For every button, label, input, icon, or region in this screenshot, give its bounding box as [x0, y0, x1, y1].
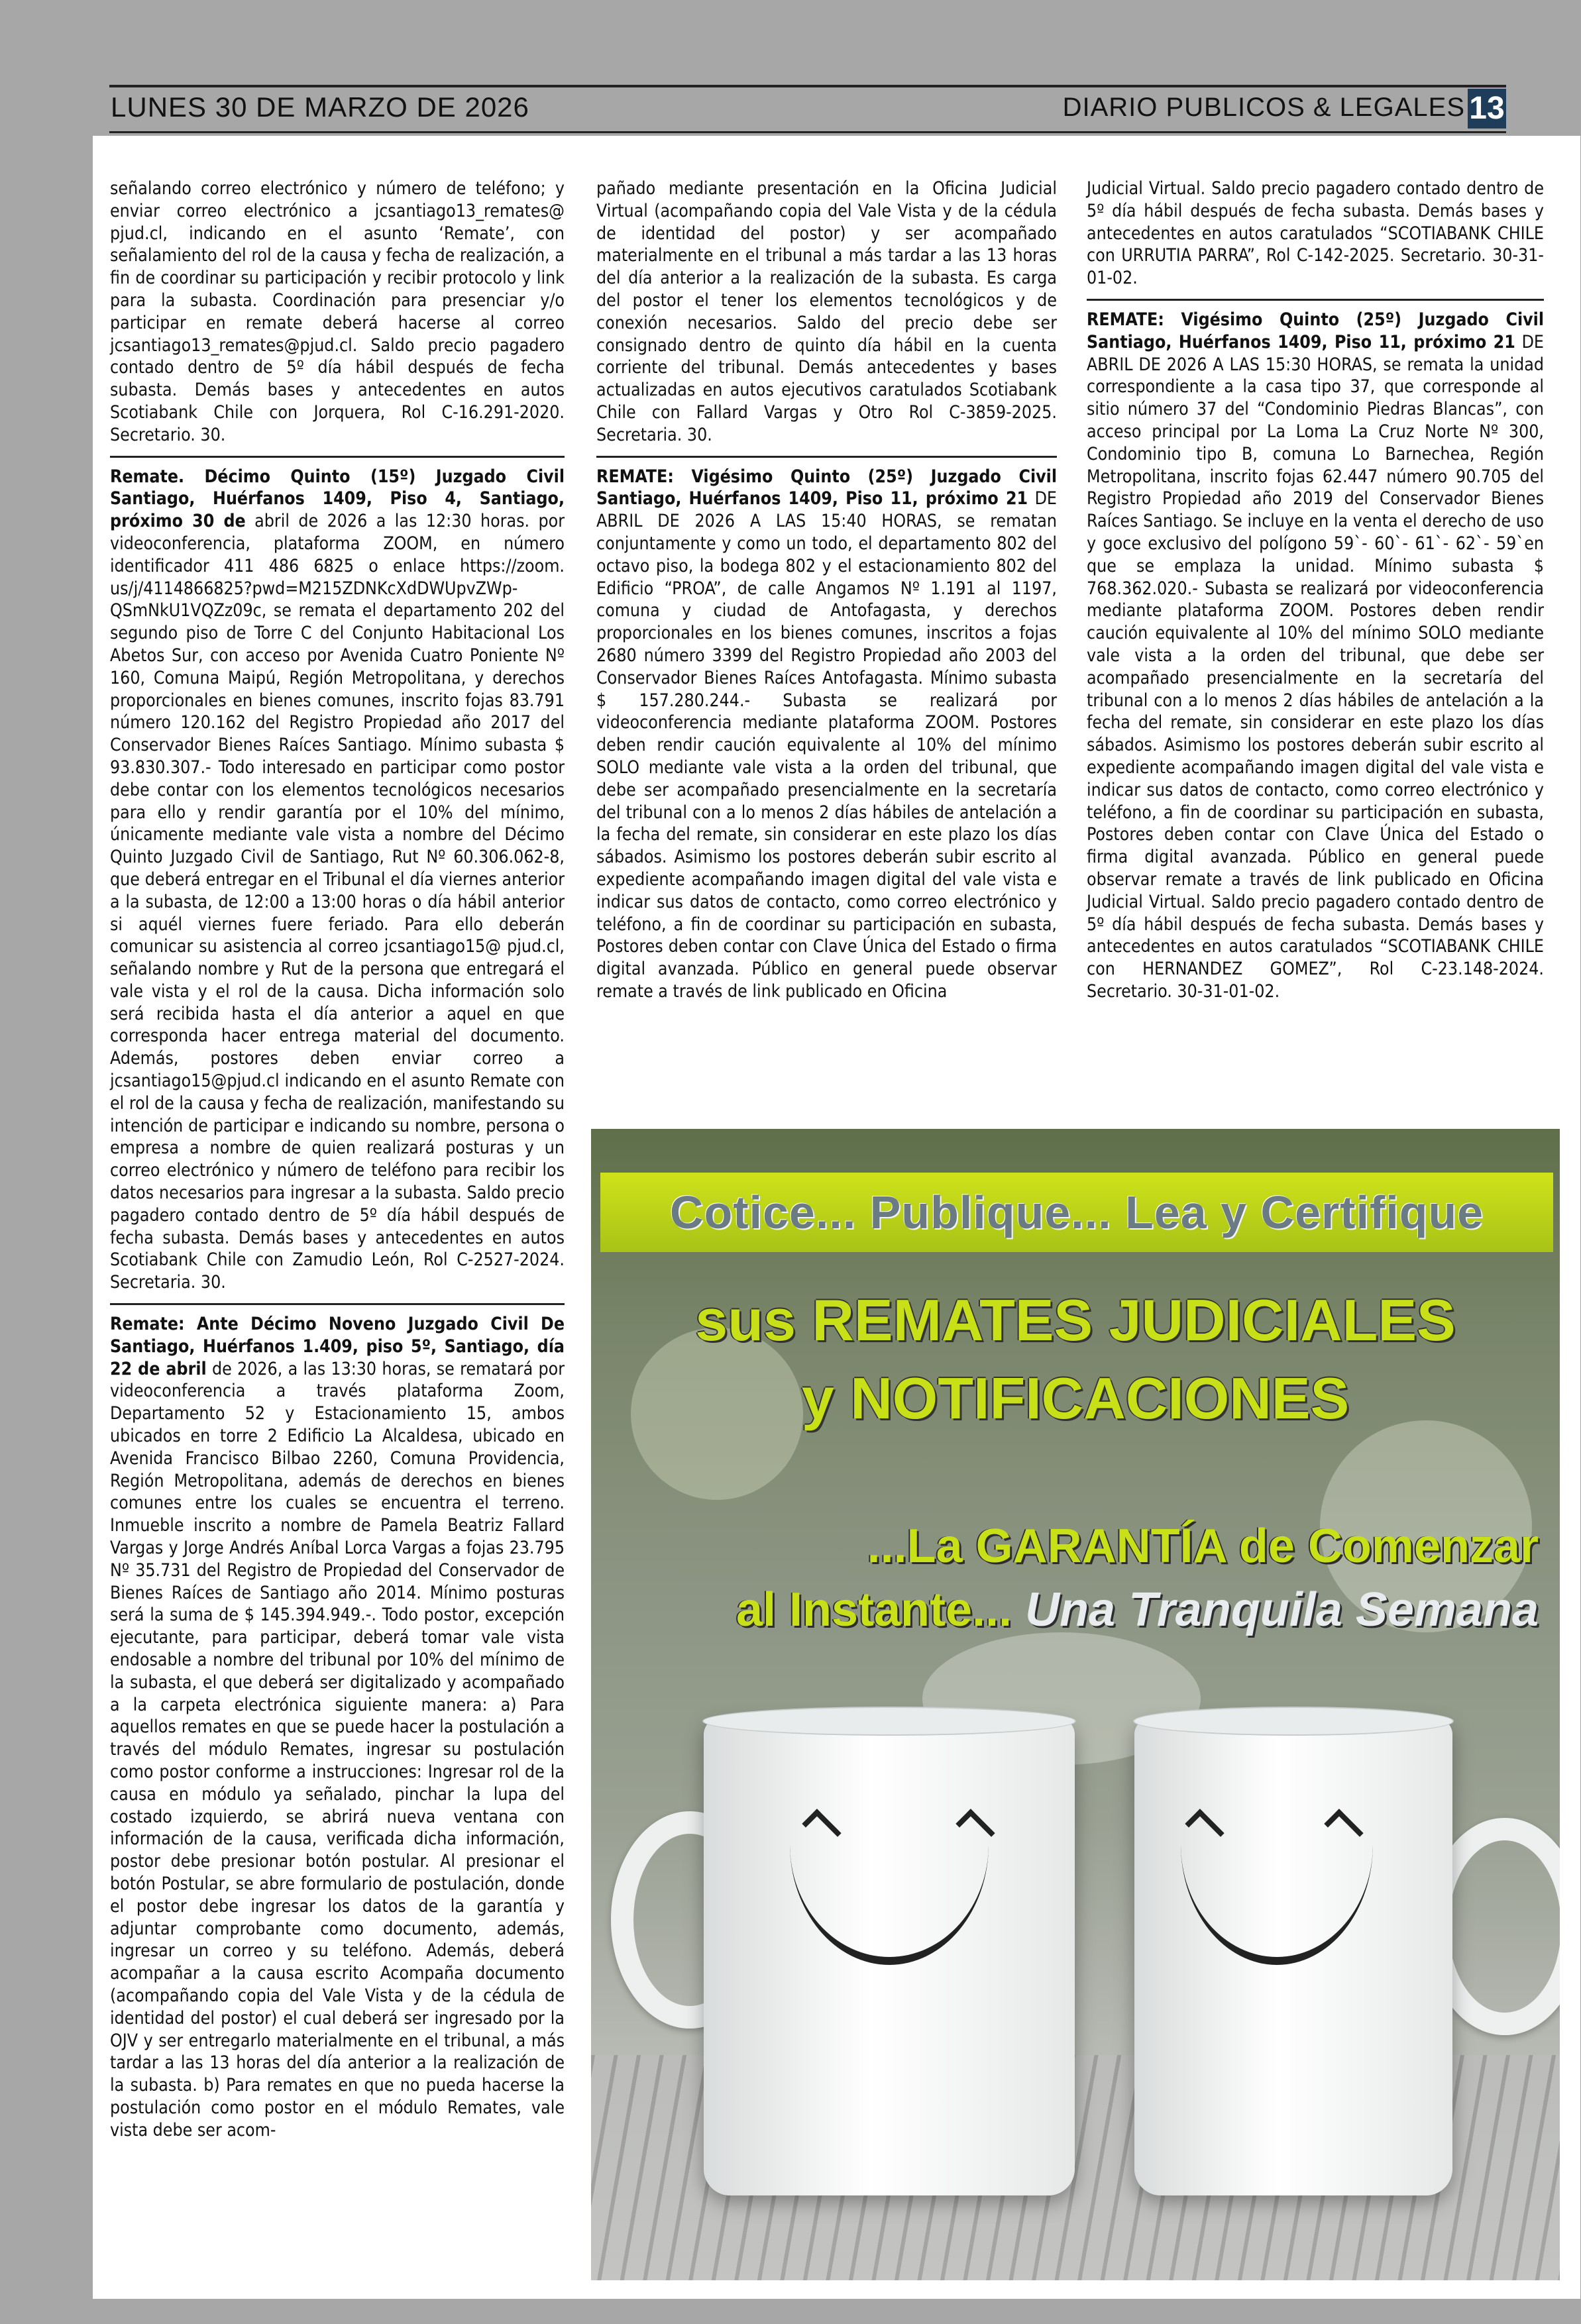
- mug-left: [704, 1718, 1075, 2195]
- notice-divider: [110, 1303, 565, 1305]
- notice-divider: [110, 456, 565, 458]
- smiley-mouth-icon: [790, 1844, 989, 1965]
- notice-continuation: pañado mediante presentación en la Oficina Judicial Virtual (acompañando copia del Vale Vista y de la cédula de identidad del postor) y ser acompañado materialmente en el tribunal a más tardar a las 13 horas del día anterior a la realización de la subasta. Es carga del postor el tener los elementos tecnológicos y de conexión necesarios. Saldo del precio debe ser consignado dentro de quinto día hábil en la cuenta corriente del tribunal. Demás antecedentes y bases actualizadas en autos ejecutivos caratulados Scotiabank Chile con Fallard Vargas y Otro Rol C-3859-2025. Secretaria. 30.: [596, 178, 1057, 445]
- smiley-eye-icon: [802, 1809, 841, 1848]
- notice-continuation: Judicial Virtual. Saldo precio pagadero contado dentro de 5º día hábil después de fecha subasta. Demás bases y antecedentes en autos caratulados “SCOTIABANK CHILE con URRUTIA PARRA”, Rol C-142-2025. Secretario. 30-31-01-02.: [1087, 178, 1544, 289]
- notice-divider: [596, 456, 1057, 458]
- smiley-mouth-icon: [1181, 1844, 1373, 1965]
- column-3: [1087, 178, 1544, 1003]
- column-1: [110, 178, 565, 2142]
- smiley-eye-icon: [1324, 1809, 1363, 1848]
- notice-divider: [1087, 299, 1544, 301]
- column-2: [596, 178, 1057, 1003]
- mug-rim: [702, 1707, 1076, 1736]
- ad-slogan-italic: Una Tranquila Semana: [1025, 1583, 1539, 1636]
- notice-remate-25-juzgado-proa: [596, 466, 1057, 1003]
- page-header: [109, 85, 1506, 133]
- header-paper-name: DIARIO PUBLICOS & LEGALES: [1062, 93, 1465, 122]
- notice-heading: REMATE: Vigésimo Quinto (25º) Juzgado Civil Santiago, Huérfanos 1409, Piso 11, próximo 21: [596, 466, 1057, 509]
- notice-continuation: señalando correo electrónico y número de teléfono; y enviar correo electrónico a jcsantiago13_remates@ pjud.cl, indicando en el asunto ‘Remate’, con señalamiento del rol de la causa y fecha de realización, a fin de coordinar su participación y recibir protocolo y link para la subasta. Coordinación para presenciar y/o participar en remate deberá hacerse al correo jcsantiago13_remates@pjud.cl. Saldo precio pagadero contado dentro de 5º día hábil después de fecha subasta. Demás bases y antecedentes en autos Scotiabank Chile con Jorquera, Rol C-16.291-2020. Secretario. 30.: [110, 178, 565, 445]
- notice-heading: REMATE: Vigésimo Quinto (25º) Juzgado Civil Santiago, Huérfanos 1409, Piso 11, próximo 21: [1087, 309, 1544, 352]
- mug-rim: [1133, 1707, 1454, 1736]
- advertisement-box: [591, 1129, 1560, 2280]
- smiley-eye-icon: [1185, 1809, 1224, 1848]
- ad-slogan-line: ...La GARANTÍA de Comenzar: [867, 1520, 1539, 1573]
- ad-headline-line: y NOTIFICACIONES: [801, 1365, 1350, 1431]
- header-date: LUNES 30 DE MARZO DE 2026: [111, 91, 529, 123]
- notice-heading: Remate: Ante Décimo Noveno Juzgado Civil De Santiago, Huérfanos 1.409, piso 5º, Santiago, día 22 de abril: [110, 1314, 565, 1379]
- notice-body: de 2026, a las 13:30 horas, se rematará por videoconferencia a través plataforma Zoom, Departamento 52 y Estacionamiento 15, ambos ubicados en torre 2 Edificio La Alcaldesa, ubicado en Avenida Francisco Bilbao 2260, Comuna Providencia, Región Metropolitana, además de derechos en bienes comunes entre los cuales se encuentra el terreno. Inmueble inscrito a nombre de Pamela Beatriz Fallard Vargas y Jorge Andrés Aníbal Lorca Vargas a fojas 23.795 Nº 35.731 del Registro de Propiedad del Conservador de Bienes Raíces de Santiago año 2014. Mínimo posturas será la suma de $ 145.394.949.-. Todo postor, excepción ejecutante, para participar, deberá tomar vale vista endosable a nombre del tribunal por 10% del mínimo de la subasta, el que deberá ser digitalizado y acompañado a la carpeta electrónica siguiente manera: a) Para aquellos remates en que se puede hacer la postulación a través del módulo Remates, ingresar su postulación como postor conforme a instrucciones: Ingresar rol de la causa en módulo ya señalado, pinchar la lupa del costado izquierdo, se abrirá nueva ventana con información de la causa, verificada dicha información, postor debe presionar botón postular. Al presionar el botón Postular, se abre formulario de postulación, donde el postor debe ingresar los datos de la garantía y adjuntar comprobante como documento, además, ingresar un correo y su teléfono. Además, deberá acompañar a la causa escrito Acompaña documento (acompañando copia del Vale Vista y de la cédula de identidad del postor) el cual deberá ser ingresado por la OJV y ser entregarlo materialmente en el tribunal, a más tardar a las 13 horas del día anterior a la realización de la subasta. b) Para remates en que no pueda hacerse la postulación como postor en el módulo Remates, vale vista debe ser acom-: [110, 1358, 565, 2140]
- notice-body: DE ABRIL DE 2026 A LAS 15:40 HORAS, se rematan conjuntamente y como un todo, el departamento 802 del octavo piso, la bodega 802 y el estacionamiento 802 del Edificio “PROA”, de calle Angamos Nº 1.191 al 1197, comuna y ciudad de Antofagasta, y derechos proporcionales en los bienes comunes, inscritos a fojas 2680 número 3399 del Registro Propiedad año 2003 del Conservador Bienes Raíces Antofagasta. Mínimo subasta $ 157.280.244.- Subasta se realizará por videoconferencia mediante plataforma ZOOM. Postores deben rendir caución equivalente al 10% del mínimo SOLO mediante vale vista a la orden del tribunal, que debe ser acompañado presencialmente en la secretaría del tribunal con a lo menos 2 días hábiles de antelación a la fecha del remate, sin considerar en este plazo los días sábados. Asimismo los postores deberán subir escrito al expediente acompañando imagen digital del vale vista e indicar sus datos de contacto, como correo electrónico y teléfono, a fin de coordinar su participación en subasta, Postores deben contar con Clave Única del Estado o firma digital avanzada. Público en general puede observar remate a través de link publicado en Oficina: [596, 488, 1057, 1002]
- ad-tagline: Cotice... Publique... Lea y Certifique: [669, 1187, 1484, 1238]
- notice-remate-19-juzgado: [110, 1313, 565, 2141]
- notice-heading: Remate. Décimo Quinto (15º) Juzgado Civil Santiago, Huérfanos 1409, Piso 4, Santiago, próximo 30 de: [110, 466, 565, 532]
- notice-body: abril de 2026 a las 12:30 horas. por videoconferencia, plataforma ZOOM, en número identificador 411 486 6825 o enlace https://zoom. us/j/4114866825?pwd=M215ZDNKcXdDWUpvZWp-QSmNkU1VQZz09c, se remata el departamento 202 del segundo piso de Torre C del Conjunto Habitacional Los Abetos Sur, con acceso por Avenida Cuatro Poniente Nº 160, Comuna Maipú, Región Metropolitana, y derechos proporcionales en bienes comunes, inscrito fojas 83.791 número 120.162 del Registro Propiedad año 2017 del Conservador Bienes Raíces Santiago. Mínimo subasta $ 93.830.307.- Todo interesado en participar como postor debe contar con los elementos tecnológicos necesarios para ello y rendir garantía por el 10% del mínimo, únicamente mediante vale vista a nombre del Décimo Quinto Juzgado Civil de Santiago, Rut Nº 60.306.062-8, que deberá entregar en el Tribunal el día viernes anterior a la subasta, de 12:00 a 13:00 horas o día hábil anterior si aquél viernes fuere feriado. Para ello deberán comunicar su asistencia al correo jcsantiago15@ pjud.cl, señalando nombre y Rut de la persona que entregará el vale vista y el rol de la causa. Dicha información solo será recibida hasta el día anterior a aquel en que corresponda hacer entrega material del documento. Además, postores deben enviar correo a jcsantiago15@pjud.cl indicando en el asunto Remate con el rol de la causa y fecha de realización, manifestando su intención de participar e indicando su nombre, persona o empresa a nombre de quien realizará posturas y un correo electrónico y número de teléfono para recibir los datos necesarios para ingresar a la subasta. Saldo precio pagadero contado dentro de 5º día hábil después de fecha subasta. Demás bases y antecedentes en autos Scotiabank Chile con Zamudio León, Rol C-2527-2024. Secretaria. 30.: [110, 511, 565, 1293]
- ad-headline-line: sus REMATES JUDICIALES: [695, 1287, 1456, 1353]
- ad-slogan-normal: al Instante...: [736, 1583, 1012, 1636]
- smiley-eye-icon: [955, 1809, 995, 1848]
- mug-right: [1134, 1718, 1452, 2195]
- ad-slogan-line: [591, 1578, 1539, 1642]
- ad-headline: [591, 1281, 1560, 1438]
- page-number-badge: 13: [1468, 89, 1506, 129]
- notice-remate-25-juzgado-piedras-blancas: [1087, 309, 1544, 1003]
- notice-body: DE ABRIL DE 2026 A LAS 15:30 HORAS, se remata la unidad correspondiente a la casa tipo 37, que corresponde al sitio número 37 del “Condominio Piedras Blancas”, con acceso principal por La Loma La Cruz Norte Nº 300, Condominio tipo B, comuna Lo Barnechea, Región Metropolitana, inscrito fojas 62.447 número 90.705 del Registro Propiedad año 2019 del Conservador Bienes Raíces Santiago. Se incluye en la venta el derecho de uso y goce exclusivo del polígono 59`- 60`- 61`- 62`- 59`en que se emplaza la unidad. Mínimo subasta $ 768.362.020.- Subasta se realizará por videoconferencia mediante plataforma ZOOM. Postores deben rendir caución equivalente al 10% del mínimo SOLO mediante vale vista a la orden del tribunal, que debe ser acompañado presencialmente en la secretaría del tribunal con a lo menos 2 días hábiles de antelación a la fecha del remate, sin considerar en este plazo los días sábados. Asimismo los postores deberán subir escrito al expediente acompañando imagen digital del vale vista e indicar sus datos de contacto, como correo electrónico y teléfono, a fin de coordinar su participación en subasta, Postores deben contar con Clave Única del Estado o firma digital avanzada. Público en general puede observar remate a través de link publicado en Oficina Judicial Virtual. Saldo precio pagadero contado dentro de 5º día hábil después de fecha subasta. Demás bases y antecedentes en autos caratulados “SCOTIABANK CHILE con HERNANDEZ GOMEZ”, Rol C-23.148-2024. Secretario. 30-31-01-02.: [1087, 331, 1544, 1002]
- notice-remate-15-juzgado: [110, 466, 565, 1294]
- ad-slogan: [591, 1514, 1539, 1642]
